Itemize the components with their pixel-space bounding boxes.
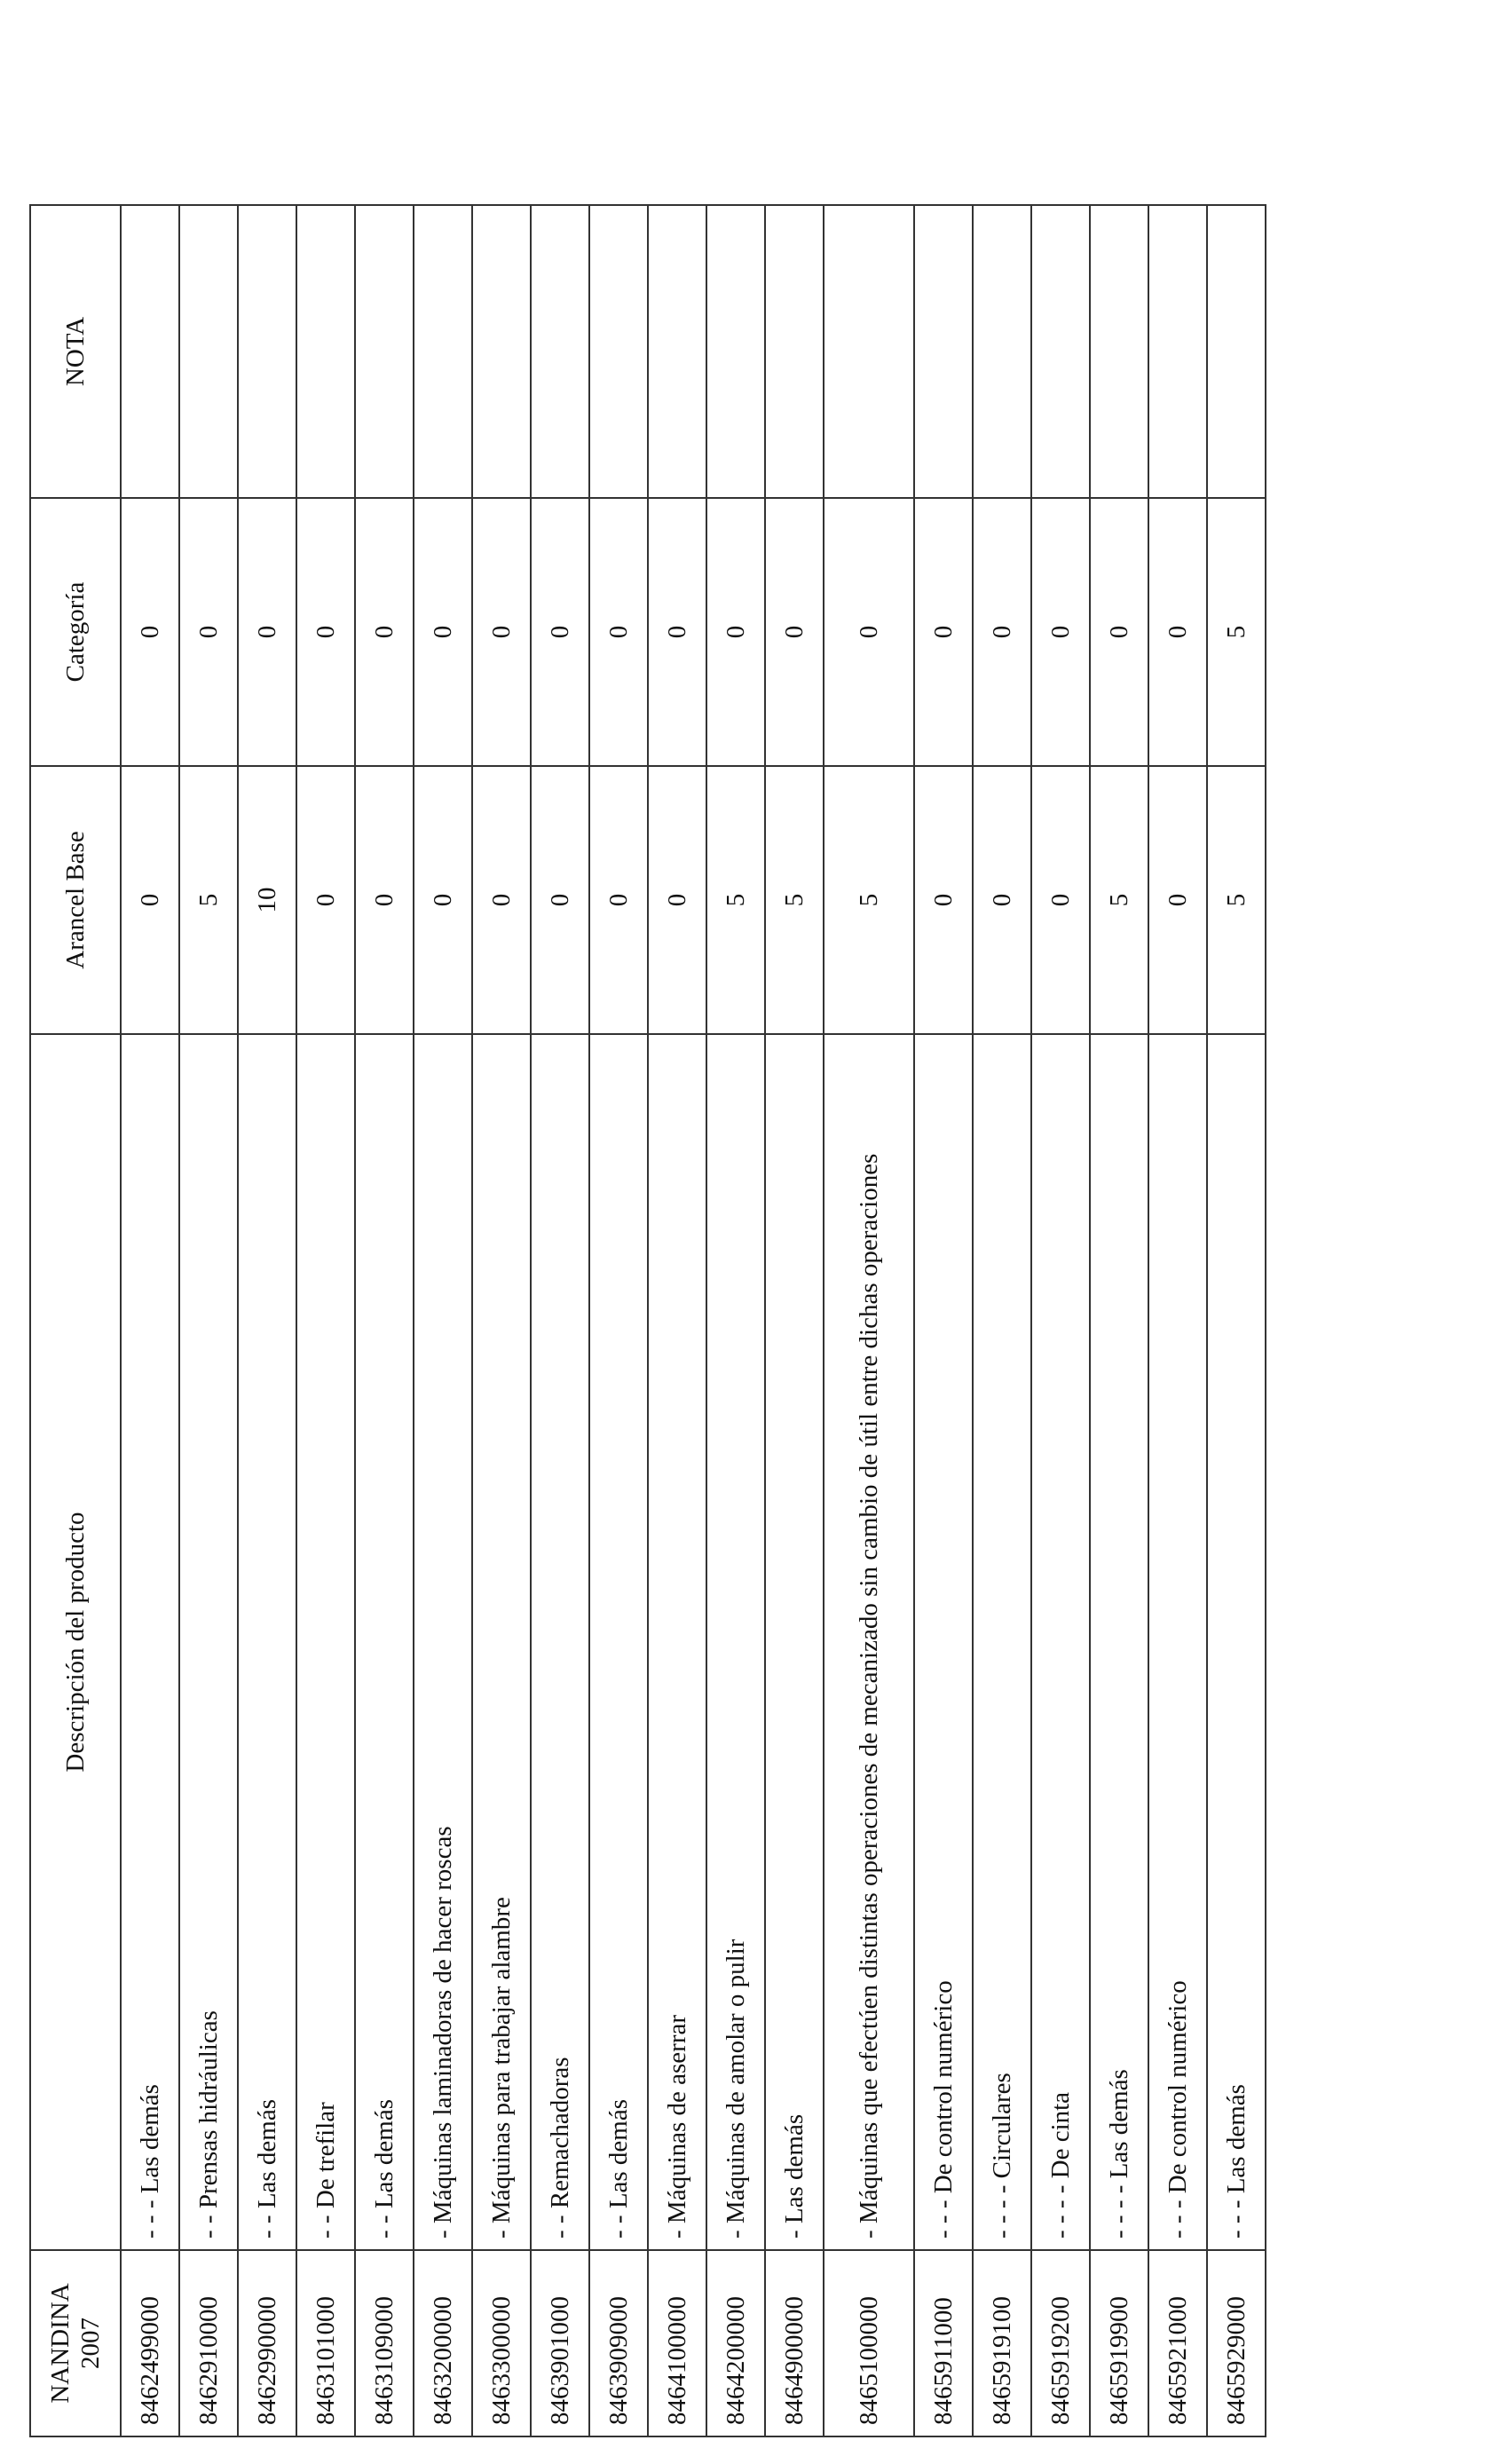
table-row [179, 205, 238, 2436]
cell-arancel-base: 5 [1207, 766, 1266, 1034]
cell-code: 8464100000 [648, 2250, 706, 2436]
rotated-page [29, 108, 1250, 2464]
table-row [648, 205, 706, 2436]
cell-code: 8465919900 [1090, 2250, 1148, 2436]
cell-description: - Máquinas de aserrar [648, 1034, 706, 2250]
cell-categoria: 0 [824, 498, 914, 766]
cell-description: - - - Las demás [121, 1034, 179, 2250]
table-row [1031, 205, 1090, 2436]
cell-categoria: 0 [296, 498, 355, 766]
table-row [355, 205, 414, 2436]
cell-categoria: 0 [414, 498, 472, 766]
cell-arancel-base: 5 [824, 766, 914, 1034]
cell-arancel-base: 0 [1031, 766, 1090, 1034]
cell-code: 8465100000 [824, 2250, 914, 2436]
cell-arancel-base: 0 [973, 766, 1031, 1034]
table-row [824, 205, 914, 2436]
table-row [706, 205, 765, 2436]
cell-categoria: 0 [472, 498, 531, 766]
cell-nota [914, 205, 973, 498]
cell-nota [531, 205, 589, 498]
cell-arancel-base: 10 [238, 766, 296, 1034]
table-row [1090, 205, 1148, 2436]
cell-arancel-base: 0 [355, 766, 414, 1034]
table-row [914, 205, 973, 2436]
cell-nota [1207, 205, 1266, 498]
cell-code: 8465929000 [1207, 2250, 1266, 2436]
cell-arancel-base: 5 [765, 766, 824, 1034]
table-body [121, 205, 1266, 2436]
page-content [29, 204, 1266, 2437]
cell-arancel-base: 5 [706, 766, 765, 1034]
cell-description: - Máquinas para trabajar alambre [472, 1034, 531, 2250]
cell-categoria: 0 [1148, 498, 1207, 766]
cell-nota [179, 205, 238, 498]
cell-nota [238, 205, 296, 498]
cell-description: - - - - Circulares [973, 1034, 1031, 2250]
cell-categoria: 0 [355, 498, 414, 766]
cell-categoria: 0 [531, 498, 589, 766]
cell-code: 8463101000 [296, 2250, 355, 2436]
cell-nota [121, 205, 179, 498]
tariff-table [29, 204, 1266, 2437]
cell-nota [296, 205, 355, 498]
header-description: Descripción del producto [30, 1034, 121, 2250]
table-row [973, 205, 1031, 2436]
cell-description: - - De trefilar [296, 1034, 355, 2250]
cell-description: - - - - Las demás [1090, 1034, 1148, 2250]
cell-categoria: 0 [973, 498, 1031, 766]
table-row [121, 205, 179, 2436]
cell-code: 8463109000 [355, 2250, 414, 2436]
header-arancel-base: Arancel Base [30, 766, 121, 1034]
table-header-row [30, 205, 121, 2436]
cell-nota [414, 205, 472, 498]
cell-arancel-base: 0 [1148, 766, 1207, 1034]
cell-code: 8462990000 [238, 2250, 296, 2436]
cell-code: 8465919100 [973, 2250, 1031, 2436]
cell-arancel-base: 0 [414, 766, 472, 1034]
header-nandina: NANDINA 2007 [30, 2250, 121, 2436]
cell-description: - Máquinas que efectúen distintas operaciones de mecanizado sin cambio de útil entre dichas operaciones [824, 1034, 914, 2250]
table-row [296, 205, 355, 2436]
header-nota: NOTA [30, 205, 121, 498]
cell-categoria: 5 [1207, 498, 1266, 766]
cell-code: 8463300000 [472, 2250, 531, 2436]
cell-nota [648, 205, 706, 498]
cell-description: - Máquinas laminadoras de hacer roscas [414, 1034, 472, 2250]
header-categoria: Categoría [30, 498, 121, 766]
cell-description: - - Remachadoras [531, 1034, 589, 2250]
cell-categoria: 0 [1031, 498, 1090, 766]
cell-categoria: 0 [1090, 498, 1148, 766]
cell-code: 8465911000 [914, 2250, 973, 2436]
table-row [238, 205, 296, 2436]
cell-description: - - - - De cinta [1031, 1034, 1090, 2250]
table-row [472, 205, 531, 2436]
cell-nota [589, 205, 648, 498]
table-row [531, 205, 589, 2436]
cell-code: 8465919200 [1031, 2250, 1090, 2436]
cell-description: - - Prensas hidráulicas [179, 1034, 238, 2250]
cell-arancel-base: 0 [296, 766, 355, 1034]
cell-code: 8464200000 [706, 2250, 765, 2436]
cell-arancel-base: 0 [121, 766, 179, 1034]
cell-nota [765, 205, 824, 498]
cell-description: - - Las demás [355, 1034, 414, 2250]
cell-code: 8465921000 [1148, 2250, 1207, 2436]
cell-code: 8463901000 [531, 2250, 589, 2436]
cell-nota [1148, 205, 1207, 498]
cell-nota [472, 205, 531, 498]
cell-description: - - - De control numérico [914, 1034, 973, 2250]
cell-description: - - - De control numérico [1148, 1034, 1207, 2250]
cell-nota [706, 205, 765, 498]
table-row [414, 205, 472, 2436]
cell-description: - - Las demás [589, 1034, 648, 2250]
cell-arancel-base: 0 [472, 766, 531, 1034]
cell-description: - - - Las demás [1207, 1034, 1266, 2250]
cell-categoria: 0 [765, 498, 824, 766]
cell-categoria: 0 [121, 498, 179, 766]
cell-code: 8463909000 [589, 2250, 648, 2436]
cell-categoria: 0 [648, 498, 706, 766]
cell-nota [973, 205, 1031, 498]
cell-categoria: 0 [238, 498, 296, 766]
cell-description: - - Las demás [238, 1034, 296, 2250]
cell-description: - Máquinas de amolar o pulir [706, 1034, 765, 2250]
table-row [1207, 205, 1266, 2436]
cell-code: 8462499000 [121, 2250, 179, 2436]
cell-arancel-base: 0 [531, 766, 589, 1034]
cell-arancel-base: 0 [914, 766, 973, 1034]
cell-description: - Las demás [765, 1034, 824, 2250]
cell-nota [1031, 205, 1090, 498]
cell-arancel-base: 0 [589, 766, 648, 1034]
cell-categoria: 0 [914, 498, 973, 766]
cell-code: 8464900000 [765, 2250, 824, 2436]
cell-arancel-base: 5 [179, 766, 238, 1034]
cell-code: 8462910000 [179, 2250, 238, 2436]
cell-code: 8463200000 [414, 2250, 472, 2436]
cell-categoria: 0 [589, 498, 648, 766]
cell-nota [355, 205, 414, 498]
cell-categoria: 0 [706, 498, 765, 766]
table-row [765, 205, 824, 2436]
table-row [589, 205, 648, 2436]
cell-arancel-base: 5 [1090, 766, 1148, 1034]
cell-nota [824, 205, 914, 498]
cell-nota [1090, 205, 1148, 498]
cell-arancel-base: 0 [648, 766, 706, 1034]
cell-categoria: 0 [179, 498, 238, 766]
table-row [1148, 205, 1207, 2436]
